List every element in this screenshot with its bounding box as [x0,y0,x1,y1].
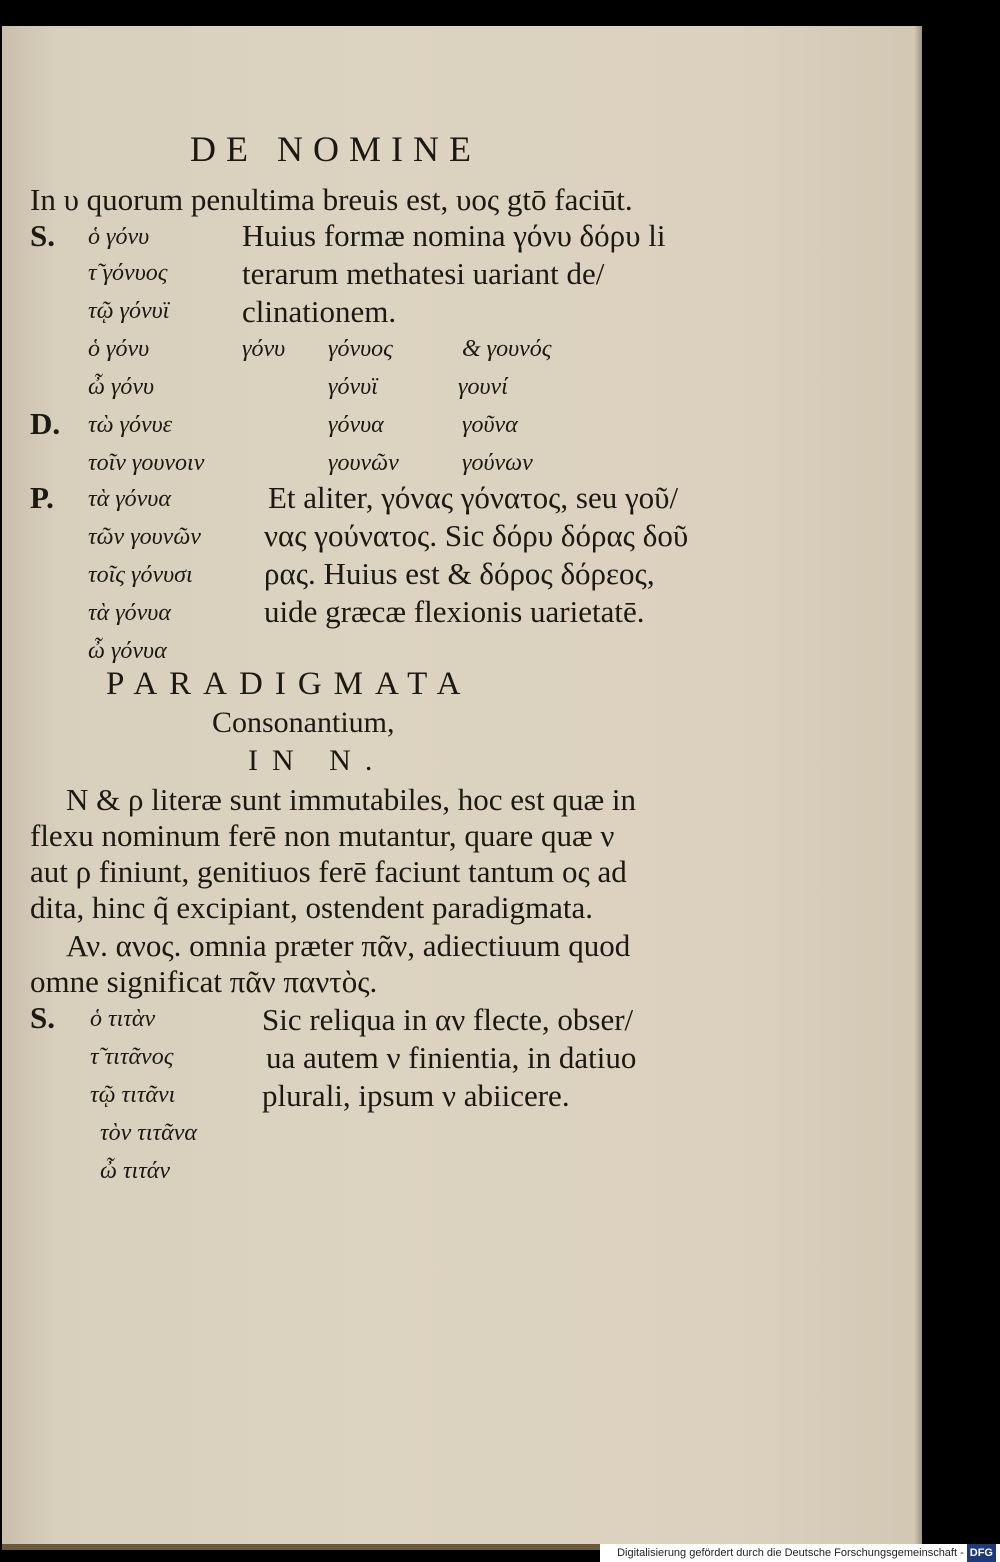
intro-line: In υ quorum penultima breuis est, υος gtō faciūt. [30,182,633,217]
text-line: νας γούνατος. Sic δόρυ δόρας δοῦ [264,518,689,553]
greek-form: τὰ γόνυα [88,600,171,626]
greek-form: γόνυα [328,412,384,438]
paragraph-line: N & ρ literæ sunt immutabiles, hoc est quæ in [66,782,636,817]
greek-form: ὁ γόνυ [88,224,150,250]
greek-form: τὸν τιτᾶνα [100,1120,197,1146]
greek-form: ὁ τιτὰν [90,1006,156,1032]
text-line: Huius formæ nomina γόνυ δόρυ li [242,218,666,253]
greek-form: γουνί [458,374,508,400]
greek-form: γούνων [462,450,533,476]
digitization-footer [600,1544,1000,1562]
singular-label: S. [30,1000,55,1035]
text-line: plurali, ipsum ν abiicere. [262,1078,570,1113]
running-head: DE NOMINE [190,129,481,169]
text-line: Et aliter, γόνας γόνατος, seu γοῦ/ [268,480,679,515]
text-line: terarum methatesi uariant de/ [242,256,605,291]
greek-form: τὰ γόνυα [88,486,171,512]
text-line: clinationem. [242,294,397,329]
paragraph-line: omne significat πᾶν παντὸς. [30,964,378,999]
text-line: ua autem ν finientia, in datiuo [266,1040,637,1075]
greek-form: τὼ γόνυε [88,412,173,438]
footer-text: Digitalisierung gefördert durch die Deutsche Forschungsgemeinschaft - [617,1547,964,1559]
text-line: Sic reliqua in αν flecte, obser/ [262,1002,634,1037]
paragraph-line: dita, hinc q̃ excipiant, ostendent paradigmata. [30,890,593,925]
section-subtitle: IN N. [248,744,387,777]
greek-form: γοῦνα [462,412,518,438]
greek-form: ὁ γόνυ [88,336,150,362]
greek-form: & γουνός [462,336,552,362]
greek-form: γόνυος [328,336,393,362]
plural-label: P. [30,480,54,515]
greek-form: τῷ γόνυϊ [88,298,170,324]
section-subtitle: Consonantium, [212,706,395,739]
paragraph-line: Αν. ανος. omnia præter πᾶν, adiectiuum quod [66,928,631,963]
greek-form: τ̃ γόνυος [88,260,168,286]
greek-form: ὦ τιτάν [100,1158,171,1184]
text-line: uide græcæ flexionis uarietatē. [264,594,645,629]
greek-form: γόνυϊ [328,374,378,400]
dual-label: D. [30,406,61,441]
paragraph-line: aut ρ finiunt, genitiuos ferē faciunt tantum ος ad [30,854,627,889]
singular-label: S. [30,218,55,253]
greek-form: τῶν γουνῶν [88,524,201,550]
greek-form: τ̃ τιτᾶνος [90,1044,174,1070]
greek-form: γόνυ [242,336,286,362]
paragraph-line: flexu nominum ferē non mutantur, quare quæ ν [30,818,615,853]
dfg-logo: DFG [967,1544,996,1562]
section-title: PARADIGMATA [106,666,473,702]
text-line: ρας. Huius est & δόρος δόρεος, [264,556,655,591]
greek-form: τοῖν γουνοιν [88,450,205,476]
greek-form: γουνῶν [328,450,399,476]
greek-form: ὦ γόνυ [88,374,155,400]
greek-form: ὦ γόνυα [88,638,167,664]
greek-form: τῷ τιτᾶνι [90,1082,176,1108]
greek-form: τοῖς γόνυσι [88,562,193,588]
